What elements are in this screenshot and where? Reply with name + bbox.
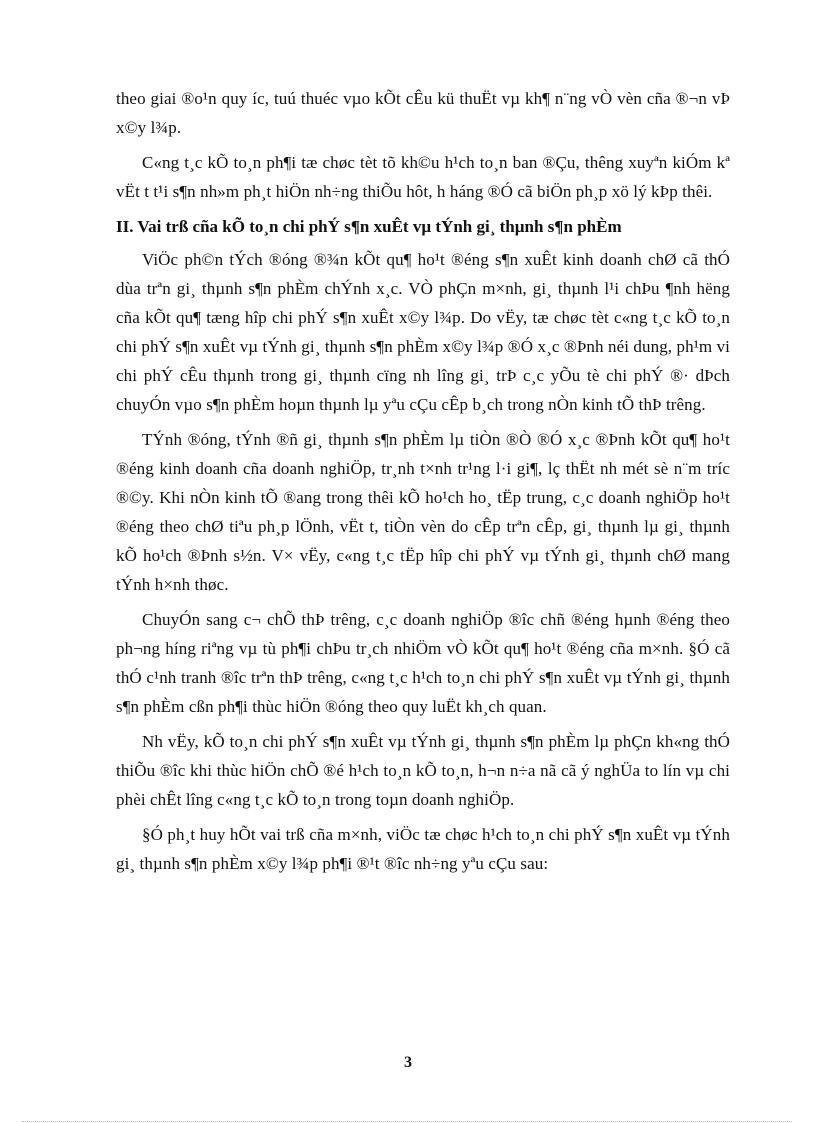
paragraph-4: TÝnh ®óng, tÝnh ®ñ gi¸ thµnh s¶n phÈm lµ tiÒn ®Ò ®Ó x¸c ®Þnh kÕt qu¶ ho¹t ®éng kinh doanh cña doanh nghiÖp, tr¸nh t×nh tr¹ng l·i gi¶, lç thËt nh mét sè n¨m tríc ®©y. Khi nÒn kinh tÕ ®ang trong thêi kÕ ho¹ch ho¸ tËp trung, c¸c doanh nghiÖp ho¹t ®éng theo chØ tiªu ph¸p lÖnh, vËt t, tiÒn vèn do cÊp trªn cÊp, gi¸ thµnh lµ gi¸ thµnh kÕ ho¹ch ®Þnh s½n. V× vËy, c«ng t¸c tËp hîp chi phÝ vµ tÝnh gi¸ thµnh chØ mang tÝnh h×nh thøc. <box>116 430 730 594</box>
page-bottom-border <box>22 1121 792 1122</box>
paragraph-7: §Ó ph¸t huy hÕt vai trß cña m×nh, viÖc tæ chøc h¹ch to¸n chi phÝ s¶n xuÊt vµ tÝnh gi¸ thµnh s¶n phÈm x©y l¾p ph¶i ®¹t ®îc nh÷ng yªu cÇu sau: <box>116 825 730 873</box>
paragraph-6: Nh vËy, kÕ to¸n chi phÝ s¶n xuÊt vµ tÝnh gi¸ thµnh s¶n phÈm lµ phÇn kh«ng thÓ thiÕu ®îc khi thùc hiÖn chÕ ®é h¹ch to¸n kÕ to¸n, h¬n n÷a nã cã ý nghÜa to lín vµ chi phèi chÊt lîng c«ng t¸c kÕ to¸n trong toµn doanh nghiÖp. <box>116 732 730 809</box>
section-heading: II. Vai trß cña kÕ to¸n chi phÝ s¶n xuÊt vµ tÝnh gi¸ thµnh s¶n phÈm <box>116 217 622 236</box>
page-body <box>116 84 730 884</box>
paragraph-5: ChuyÓn sang c¬ chÕ thÞ trêng, c¸c doanh nghiÖp ®îc chñ ®éng hµnh ®éng theo ph¬ng híng riªng vµ tù ph¶i chÞu tr¸ch nhiÖm vÒ kÕt qu¶ ho¹t ®éng cña m×nh. §Ó cã thÓ c¹nh tranh ®îc trªn thÞ trêng, c«ng t¸c h¹ch to¸n chi phÝ s¶n xuÊt vµ tÝnh gi¸ thµnh s¶n phÈm cßn ph¶i thùc hiÖn ®óng theo quy luËt kh¸ch quan. <box>116 610 730 716</box>
page-number: 3 <box>404 1054 412 1071</box>
paragraph-3: ViÖc ph©n tÝch ®óng ®¾n kÕt qu¶ ho¹t ®éng s¶n xuÊt kinh doanh chØ cã thÓ dùa trªn gi¸ thµnh s¶n phÈm chÝnh x¸c. VÒ phÇn m×nh, gi¸ thµnh l¹i chÞu ¶nh hëng cña kÕt qu¶ tæng hîp chi phÝ s¶n xuÊt x©y l¾p. Do vËy, tæ chøc tèt c«ng t¸c kÕ to¸n chi phÝ s¶n xuÊt vµ tÝnh gi¸ thµnh s¶n phÈm x©y l¾p ®Ó x¸c ®Þnh néi dung, ph¹m vi chi phÝ cÊu thµnh trong gi¸ thµnh cïng nh lîng gi¸ trÞ c¸c yÕu tè chi phÝ ®· dÞch chuyÓn vµo s¶n phÈm hoµn thµnh lµ yªu cÇu cÊp b¸ch trong nÒn kinh tÕ thÞ trêng. <box>116 250 730 414</box>
paragraph-2: C«ng t¸c kÕ to¸n ph¶i tæ chøc tèt tõ kh©u h¹ch to¸n ban ®Çu, thêng xuyªn kiÓm kª vËt t t¹i s¶n nh»m ph¸t hiÖn nh÷ng thiÕu hôt, h háng ®Ó cã biÖn ph¸p xö lý kÞp thêi. <box>116 153 730 201</box>
paragraph-1: theo giai ®o¹n quy íc, tuú thuéc vµo kÕt cÊu kü thuËt vµ kh¶ n¨ng vÒ vèn cña ®¬n vÞ x©y l¾p. <box>116 89 730 137</box>
